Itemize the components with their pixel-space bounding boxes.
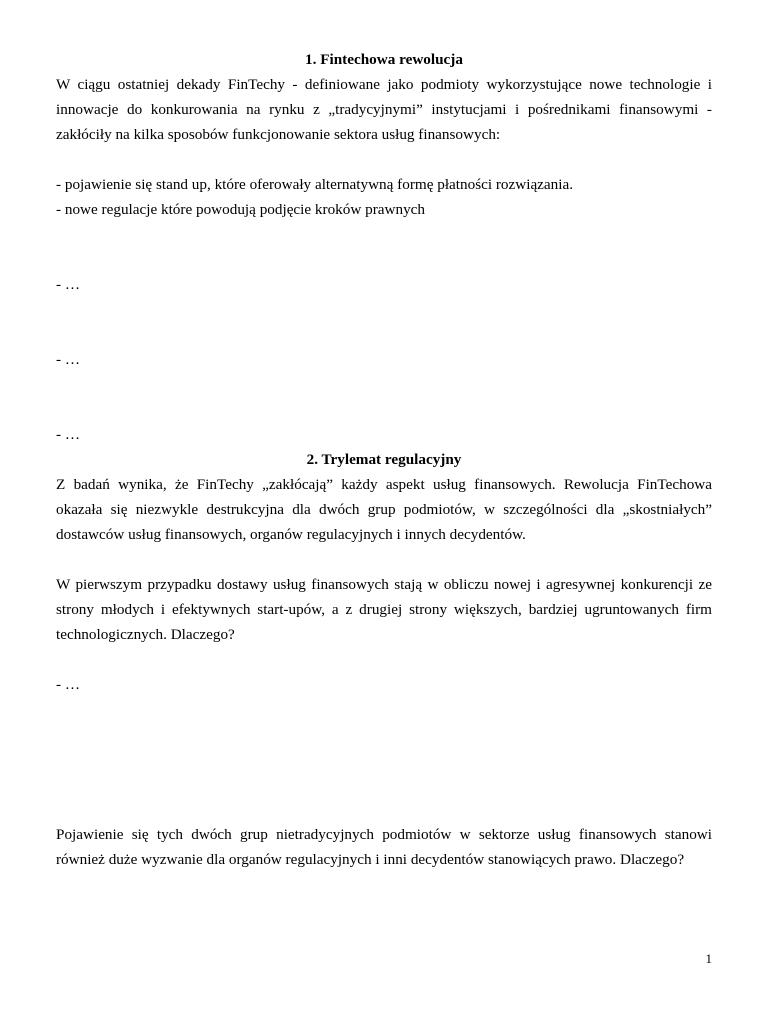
spacer	[56, 647, 712, 672]
page-number: 1	[705, 951, 712, 966]
spacer	[56, 697, 712, 822]
section-1-intro: W ciągu ostatniej dekady FinTechy - definiowane jako podmioty wykorzystujące nowe technologie i innowacje do konkurowania na rynku z „tradycyjnymi” instytucjami i pośrednikami finansowymi - zakłóciły na kilka sposobów funkcjonowanie sektora usług finansowych:	[56, 76, 712, 143]
section-1-heading: 1. Fintechowa rewolucja	[305, 51, 463, 68]
section-2-paragraph-1: Z badań wynika, że FinTechy „zakłócają” każdy aspekt usług finansowych. Rewolucja FinTechowa okazała się niezwykle destrukcyjna dla dwóch grup podmiotów, w szczególności dla „skostniałych” dostawców usług finansowych, organów regulacyjnych i innych decydentów.	[56, 476, 712, 543]
bullet-item: - nowe regulacje które powodują podjęcie kroków prawnych	[56, 201, 426, 218]
placeholder-item: - …	[56, 351, 81, 368]
spacer	[56, 372, 712, 422]
placeholder-item: - …	[56, 426, 81, 443]
section-2-paragraph-2: W pierwszym przypadku dostawy usług finansowych stają w obliczu nowej i agresywnej konkurencji ze strony młodych i efektywnych start-upów, a z drugiej strony większych, bardziej ugruntowanych firm technologicznych. Dlaczego?	[56, 576, 712, 643]
bullet-item: - pojawienie się stand up, które oferowały alternatywną formę płatności rozwiązania.	[56, 176, 574, 193]
spacer	[56, 147, 712, 172]
document-page	[56, 47, 712, 872]
section-2-heading: 2. Trylemat regulacyjny	[306, 451, 462, 468]
spacer	[56, 297, 712, 347]
spacer	[56, 222, 712, 272]
section-2-paragraph-3: Pojawienie się tych dwóch grup nietradycyjnych podmiotów w sektorze usług finansowych stanowi również duże wyzwanie dla organów regulacyjnych i inni decydentów stanowiących prawo. Dlaczego?	[56, 826, 712, 868]
spacer	[56, 547, 712, 572]
placeholder-item: - …	[56, 276, 81, 293]
placeholder-item: - …	[56, 676, 81, 693]
